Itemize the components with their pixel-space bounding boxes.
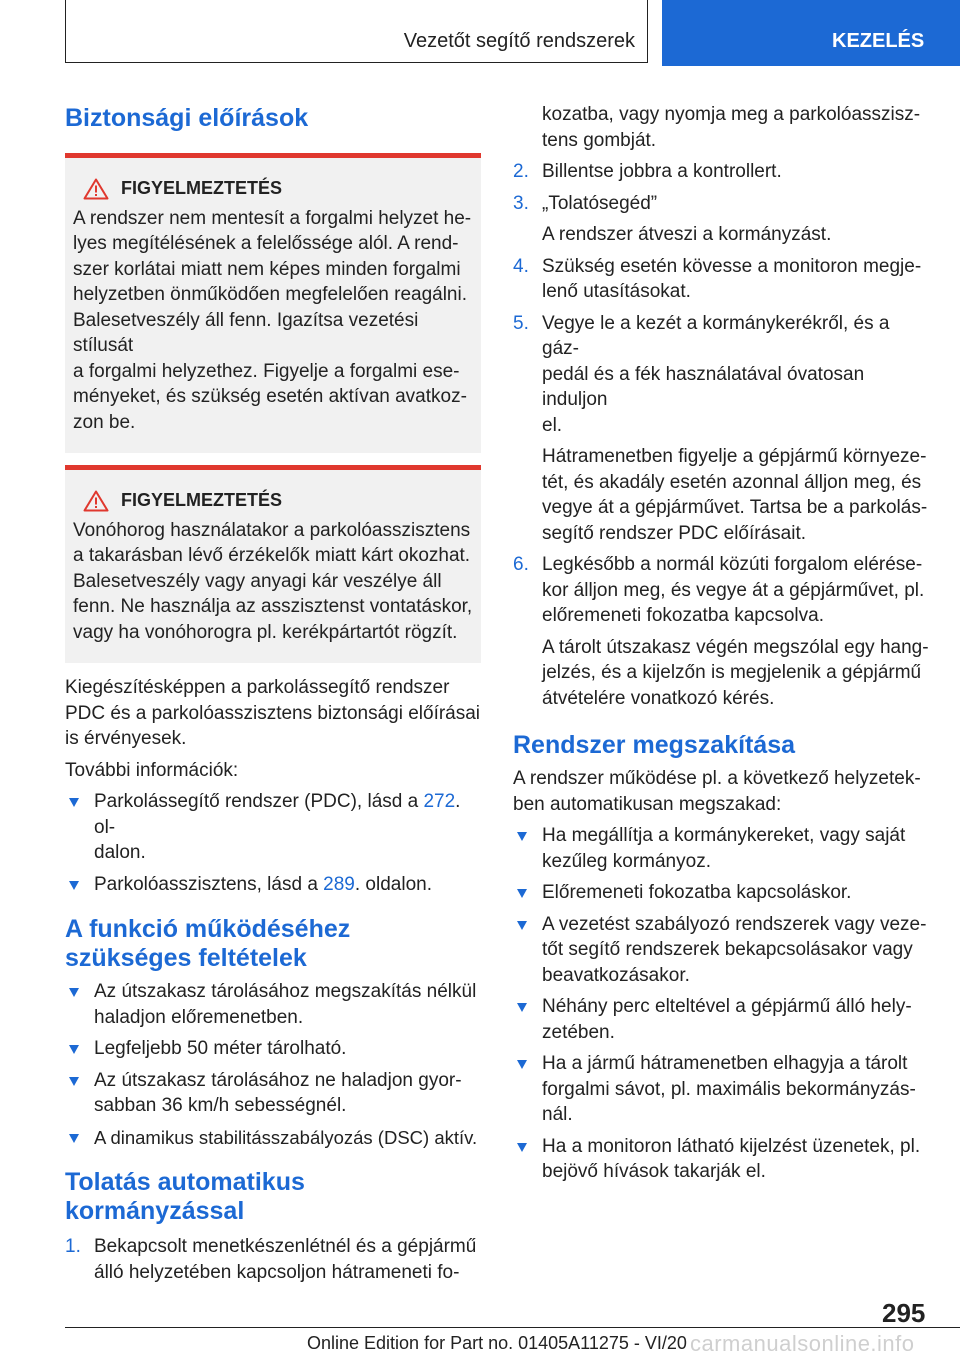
bullet-triangle-icon — [517, 832, 527, 841]
footer-divider — [65, 1327, 960, 1328]
interrupt-intro: A rendszer működése pl. a következő helyzetek- ben automatikusan megszakad: — [513, 768, 921, 815]
bullet-triangle-icon — [517, 921, 527, 930]
page-link-289[interactable]: 289 — [323, 873, 355, 895]
warning-box-2 — [65, 465, 481, 663]
function-heading: A funkció működéséhez szükséges feltételek — [65, 915, 351, 972]
step-item: 2. Billentse jobbra a kontrollert. — [513, 161, 782, 182]
bullet-triangle-icon — [69, 1134, 79, 1143]
list-item: Ha a jármű hátramenetben elhagyja a tárolt forgalmi sávot, pl. maximális bekormányzás- nál. — [513, 1051, 929, 1128]
edition-text: Online Edition for Part no. 01405A11275 - VI/20 — [307, 1333, 687, 1353]
warning-2-text: Vonóhorog használatakor a parkolóasszisztens a takarásban lévő érzékelők miatt kárt okozhat. Balesetveszély vagy anyagi kár veszélye áll fenn. Ne használja az asszisztenst vontatáskor, vagy ha vonóhorogra pl. kerékpártartót rögzít. — [73, 519, 473, 643]
list-item: Az útszakasz tárolásához ne haladjon gyor- sabban 36 km/h sebességnél. — [65, 1068, 481, 1119]
step-item: 5. Vegye le a kezét a kormánykerékről, és a gáz- pedál és a fék használatával óvatosan induljon el. Hátramenetben figyelje a gépjármű környeze- tét, és akadály esetén azonnal álljon meg, és vegye át a gépjárművet. Tartsa be a parkolás- segítő rendszer PDC előírásait. — [513, 312, 928, 544]
more-info-label: További információk: — [65, 759, 239, 781]
header-title-box — [65, 0, 648, 63]
warning-triangle-icon — [83, 178, 109, 200]
page-number: 295 — [882, 1298, 926, 1328]
chapter-title: Vezetőt segítő rendszerek — [403, 30, 635, 52]
section-tab-label: KEZELÉS — [832, 30, 925, 52]
step-item: 3. „Tolatósegéd” A rendszer átveszi a kormányzást. — [513, 192, 832, 245]
bullet-triangle-icon — [69, 798, 79, 807]
list-item: A dinamikus stabilitásszabályozás (DSC) aktív. — [65, 1125, 481, 1151]
list-item: Ha a monitoron látható kijelzést üzenetek, pl. bejövő hívások takarják el. — [513, 1134, 929, 1185]
warning-box-1 — [65, 153, 481, 453]
list-item: Előremeneti fokozatba kapcsoláskor. — [513, 880, 929, 906]
bullet-triangle-icon — [69, 1045, 79, 1054]
step-item: 4. Szükség esetén kövesse a monitoron megje- lenő utasításokat. — [513, 255, 922, 302]
warning-1-title: FIGYELMEZTETÉS — [121, 178, 283, 198]
warning-1-text: A rendszer nem mentesít a forgalmi helyzet he- lyes megítélésének a felelőssége alól. A rend- szer korlátai miatt nem képes minden forgalmi helyzetben önműködően megfelelően reagálni. Balesetveszély áll fenn. Igazítsa vezetési stílusát a forgalmi helyzethez. Figyelje a forgalmi ese- ményeket, és szükség esetén aktívan avatkoz- zon be. — [73, 207, 472, 433]
bullet-triangle-icon — [517, 1060, 527, 1069]
watermark: carmanualsonline.info — [690, 1331, 915, 1356]
list-item: Ha megállítja a kormánykereket, vagy saját kezűleg kormányoz. — [513, 823, 929, 874]
bullet-triangle-icon — [517, 1143, 527, 1152]
bullet-triangle-icon — [69, 881, 79, 890]
warning-triangle-icon — [83, 490, 109, 512]
bullet-triangle-icon — [69, 1077, 79, 1086]
step-item: 1. Bekapcsolt menetkészenlétnél és a gépjármű álló helyzetében kapcsoljon hátrameneti fo- — [65, 1236, 477, 1283]
step-item: 6. Legkésőbb a normál közúti forgalom elérése- kor álljon meg, és vegye át a gépjárművet, pl. előremeneti fokozatba kapcsolva. A tárolt útszakasz végén megszólal egy hang- jelzés, és a kijelzőn is megjelenik a gépjármű átvételére vonatkozó kérés. — [513, 554, 929, 709]
reverse-heading: Tolatás automatikus kormányzással — [65, 1168, 305, 1225]
right-column — [513, 102, 929, 1185]
supplement-paragraph: Kiegészítésképpen a parkolássegítő rendszer PDC és a parkolóasszisztens biztonsági előírásai is érvényesek. — [65, 677, 481, 749]
list-item: Az útszakasz tárolásához megszakítás nélkül haladjon előremenetben. — [65, 979, 481, 1030]
bullet-triangle-icon — [517, 1003, 527, 1012]
step-item-continued: kozatba, vagy nyomja meg a parkolóasszisz- tens gombját. — [542, 104, 921, 151]
section-tab[interactable] — [662, 0, 960, 66]
warning-2-title: FIGYELMEZTETÉS — [121, 490, 283, 510]
interrupt-heading: Rendszer megszakítása — [513, 731, 796, 759]
list-item: Parkolássegítő rendszer (PDC), lásd a 272. ol- dalon. — [65, 789, 481, 866]
page-link-272[interactable]: 272 — [423, 791, 456, 812]
left-column — [65, 96, 481, 1285]
bullet-triangle-icon — [69, 988, 79, 997]
page-header — [0, 0, 960, 66]
list-item: Parkolóasszisztens, lásd a 289. oldalon. — [65, 872, 481, 898]
list-item: Legfeljebb 50 méter tárolható. — [65, 1036, 481, 1062]
bullet-triangle-icon — [517, 889, 527, 898]
list-item: A vezetést szabályozó rendszerek vagy veze- tőt segítő rendszerek bekapcsolásakor vagy beavatkozásakor. — [513, 912, 929, 989]
safety-heading: Biztonsági előírások — [65, 104, 309, 132]
list-item: Néhány perc elteltével a gépjármű álló hely- zetében. — [513, 994, 929, 1045]
